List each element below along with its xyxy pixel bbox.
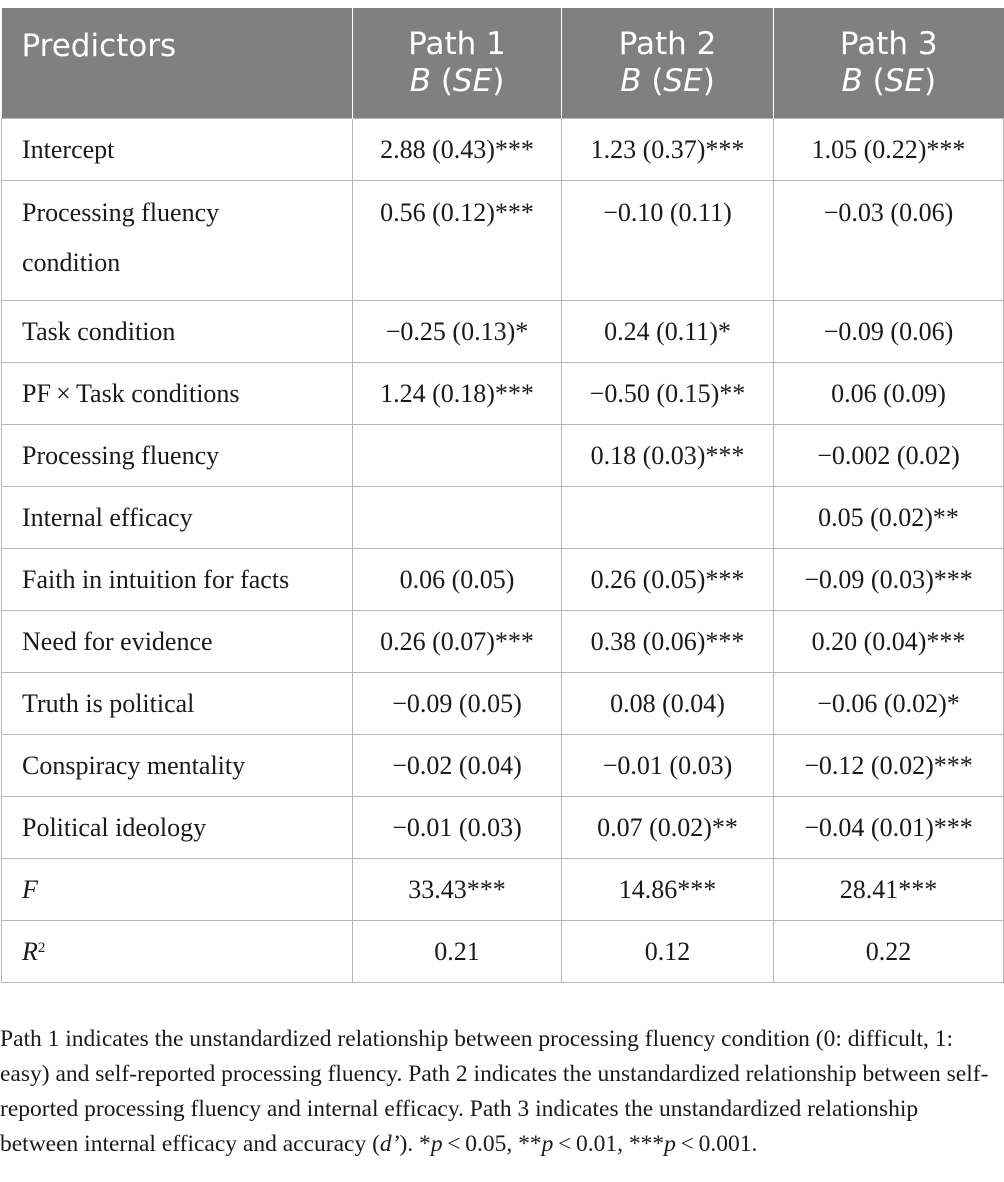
table-header-row	[2, 8, 1004, 119]
table-row	[2, 921, 1004, 983]
row-label: Faith in intuition for facts	[2, 549, 353, 611]
header-path-1-sub: B (SE)	[409, 63, 505, 99]
header-path-3	[774, 8, 1004, 119]
path-3-value: −0.002 (0.02)	[774, 425, 1004, 487]
path-1-value: 33.43***	[353, 859, 562, 921]
row-label: Internal efficacy	[2, 487, 353, 549]
table-row	[2, 673, 1004, 735]
table-row	[2, 611, 1004, 673]
path-2-value: 0.12	[562, 921, 774, 983]
header-path-2-title: Path 2	[618, 26, 717, 62]
row-label: PF × Task conditions	[2, 363, 353, 425]
path-2-value: 14.86***	[562, 859, 774, 921]
path-3-value: −0.09 (0.03)***	[774, 549, 1004, 611]
path-1-value: −0.02 (0.04)	[353, 735, 562, 797]
table-row	[2, 119, 1004, 181]
path-2-value: 0.24 (0.11)*	[562, 301, 774, 363]
header-predictors: Predictors	[2, 8, 353, 119]
row-label	[2, 859, 353, 921]
path-2-value: −0.50 (0.15)**	[562, 363, 774, 425]
path-3-value: 1.05 (0.22)***	[774, 119, 1004, 181]
path-1-value	[353, 425, 562, 487]
header-path-3-title: Path 3	[839, 26, 938, 62]
table-row	[2, 797, 1004, 859]
table-row	[2, 549, 1004, 611]
regression-table	[1, 8, 1004, 983]
row-label: Task condition	[2, 301, 353, 363]
path-2-value: 0.07 (0.02)**	[562, 797, 774, 859]
path-3-value: 28.41***	[774, 859, 1004, 921]
table-row	[2, 735, 1004, 797]
row-label: Truth is political	[2, 673, 353, 735]
path-1-value: 2.88 (0.43)***	[353, 119, 562, 181]
path-1-value: 0.26 (0.07)***	[353, 611, 562, 673]
path-3-value: 0.22	[774, 921, 1004, 983]
header-path-1	[353, 8, 562, 119]
path-3-value: 0.20 (0.04)***	[774, 611, 1004, 673]
row-label: Intercept	[2, 119, 353, 181]
path-2-value: 1.23 (0.37)***	[562, 119, 774, 181]
table-row	[2, 859, 1004, 921]
path-1-value: 0.21	[353, 921, 562, 983]
path-3-value: −0.03 (0.06)	[774, 181, 1004, 301]
row-label: Processing fluency	[2, 425, 353, 487]
row-label: Need for evidence	[2, 611, 353, 673]
path-2-value	[562, 487, 774, 549]
path-1-value: −0.25 (0.13)*	[353, 301, 562, 363]
path-3-value: −0.04 (0.01)***	[774, 797, 1004, 859]
path-1-value: −0.01 (0.03)	[353, 797, 562, 859]
path-1-value: 1.24 (0.18)***	[353, 363, 562, 425]
row-label: Political ideology	[2, 797, 353, 859]
path-3-value: −0.12 (0.02)***	[774, 735, 1004, 797]
regression-table-container	[1, 8, 1003, 983]
header-path-2	[562, 8, 774, 119]
table-row	[2, 425, 1004, 487]
table-row	[2, 363, 1004, 425]
path-1-value: 0.56 (0.12)***	[353, 181, 562, 301]
row-label	[2, 921, 353, 983]
path-3-value: 0.06 (0.09)	[774, 363, 1004, 425]
path-3-value: −0.09 (0.06)	[774, 301, 1004, 363]
header-path-2-sub: B (SE)	[620, 63, 715, 99]
f-statistic-label: F	[22, 874, 38, 904]
table-footnote: Path 1 indicates the unstandardized relationship between processing fluency condition (0: difficult, 1: easy) and self-reported processing fluency. Path 2 indicates the unstandardized relationship between self-reported processing fluency and internal efficacy. Path 3 indicates the unstandardized relationship between internal efficacy and accuracy (d’). *p < 0.05, **p < 0.01, ***p < 0.001.	[0, 1026, 989, 1157]
path-1-value: 0.06 (0.05)	[353, 549, 562, 611]
path-2-value: 0.38 (0.06)***	[562, 611, 774, 673]
path-1-value	[353, 487, 562, 549]
path-2-value: 0.18 (0.03)***	[562, 425, 774, 487]
path-3-value: 0.05 (0.02)**	[774, 487, 1004, 549]
path-2-value: −0.10 (0.11)	[562, 181, 774, 301]
path-2-value: −0.01 (0.03)	[562, 735, 774, 797]
header-path-3-sub: B (SE)	[841, 63, 937, 99]
r-squared-exponent: 2	[37, 939, 46, 956]
header-path-1-title: Path 1	[408, 26, 506, 62]
row-label: Conspiracy mentality	[2, 735, 353, 797]
table-row	[2, 301, 1004, 363]
table-row	[2, 181, 1004, 301]
row-label: Processing fluency condition	[2, 181, 353, 301]
path-2-value: 0.26 (0.05)***	[562, 549, 774, 611]
r-squared-label: R	[22, 936, 38, 966]
path-3-value: −0.06 (0.02)*	[774, 673, 1004, 735]
table-row	[2, 487, 1004, 549]
path-1-value: −0.09 (0.05)	[353, 673, 562, 735]
path-2-value: 0.08 (0.04)	[562, 673, 774, 735]
